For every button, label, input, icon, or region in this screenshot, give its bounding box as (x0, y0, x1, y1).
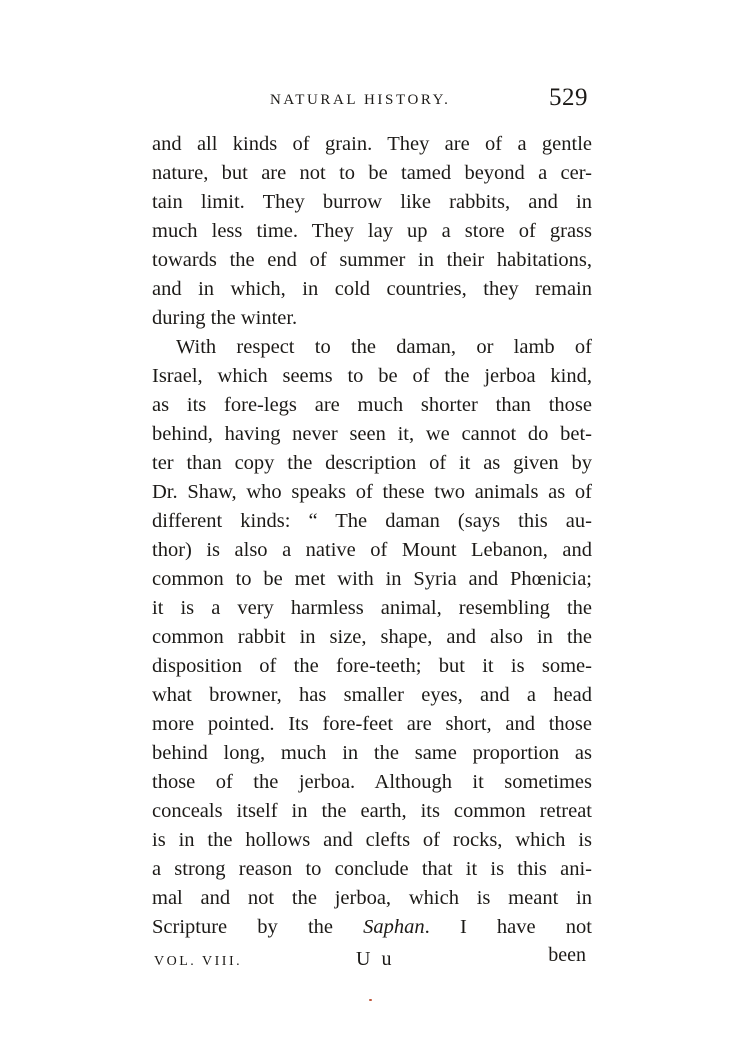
text-line: as its fore-legs are much shorter than those (152, 394, 592, 416)
text-line: thor) is also a native of Mount Lebanon, and (152, 539, 592, 561)
text-line: a strong reason to conclude that it is this ani- (152, 858, 592, 880)
text-line: behind, having never seen it, we cannot do bet- (152, 423, 592, 445)
text-line-with-italic (152, 913, 592, 942)
text-line: behind long, much in the same proportion as (152, 742, 592, 764)
page-number: 529 (549, 84, 588, 111)
text-fragment: . I have not (424, 916, 592, 938)
text-line: Israel, which seems to be of the jerboa kind, (152, 365, 592, 387)
volume-signature: VOL. VIII. (154, 954, 243, 969)
catchword: been (548, 944, 586, 966)
text-line: is in the hollows and clefts of rocks, which is (152, 829, 592, 851)
text-line: disposition of the fore-teeth; but it is some- (152, 655, 592, 677)
text-line: during the winter. (152, 307, 298, 329)
text-line: towards the end of summer in their habitations, (152, 249, 592, 271)
text-line: different kinds: “ The daman (says this au- (152, 510, 592, 532)
running-title: NATURAL HISTORY. (270, 92, 451, 108)
text-line: and all kinds of grain. They are of a gentle (152, 133, 592, 155)
ink-speck (369, 999, 372, 1001)
gathering-mark: U u (356, 948, 395, 970)
page-footer (152, 944, 592, 974)
text-line: common rabbit in size, shape, and also in the (152, 626, 592, 648)
text-line: it is a very harmless animal, resembling the (152, 597, 592, 619)
text-line: common to be met with in Syria and Phœnicia; (152, 568, 592, 590)
text-line: what browner, has smaller eyes, and a head (152, 684, 592, 706)
text-line: and in which, in cold countries, they remain (152, 278, 592, 300)
running-head (150, 84, 590, 114)
italic-term: Saphan (363, 916, 425, 938)
text-line: conceals itself in the earth, its common retreat (152, 800, 592, 822)
text-line: tain limit. They burrow like rabbits, and in (152, 191, 592, 213)
text-line: Dr. Shaw, who speaks of these two animals as of (152, 481, 592, 503)
text-line: those of the jerboa. Although it sometimes (152, 771, 592, 793)
text-line: more pointed. Its fore-feet are short, and those (152, 713, 592, 735)
body-text (152, 130, 592, 942)
text-fragment: Scripture by the (152, 916, 364, 938)
paragraph-first-line: With respect to the daman, or lamb of (176, 336, 592, 358)
text-line: much less time. They lay up a store of grass (152, 220, 592, 242)
text-line: nature, but are not to be tamed beyond a cer- (152, 162, 592, 184)
text-line: mal and not the jerboa, which is meant in (152, 887, 592, 909)
text-line: ter than copy the description of it as given by (152, 452, 592, 474)
